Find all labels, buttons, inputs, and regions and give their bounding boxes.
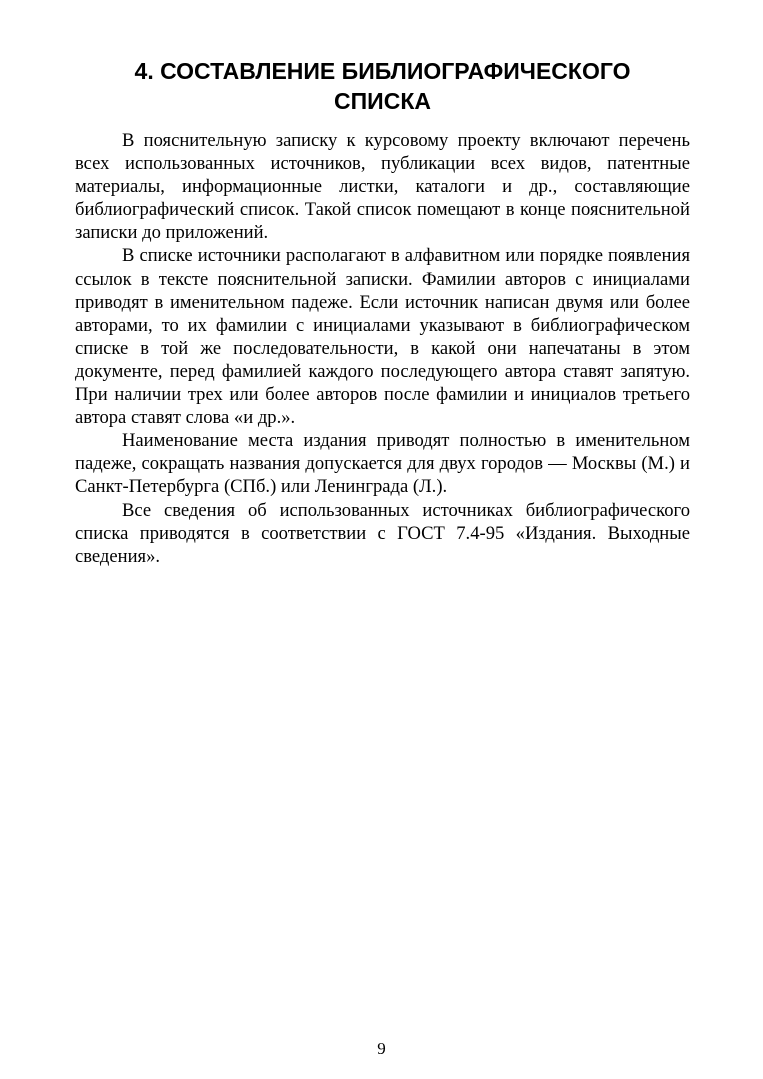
section-heading-line-2: СПИСКА [334,88,431,114]
paragraph-4: Все сведения об использованных источниках библиографического списка приводятся в соответствии с ГОСТ 7.4-95 «Издания. Выходные сведения». [75,499,690,567]
section-heading [76,56,689,116]
paragraph-1: В пояснительную записку к курсовому проекту включают перечень всех использованных источников, публикации всех видов, патентные материалы, информационные листки, каталоги и др., составляющие библиографический список. Такой список помещают в конце пояснительной записки до приложений. [75,130,690,244]
paragraph-2: В списке источники располагают в алфавитном или порядке появления ссылок в тексте пояснительной записки. Фамилии авторов с инициалами приводят в именительном падеже. Если источник написан двумя или более авторами, то их фамилии с инициалами указывают в библиографическом списке в той же последовательности, в какой они напечатаны в этом документе, перед фамилией каждого последующего автора ставят запятую. При наличии трех или более авторов после фамилии и инициалов третьего автора ставят слова «и др.». [75,245,690,429]
section-heading-line-1: 4. СОСТАВЛЕНИЕ БИБЛИОГРАФИЧЕСКОГО [134,58,631,84]
body-text [75,129,690,568]
page-number: 9 [377,1039,386,1058]
paragraph-3: Наименование места издания приводят полностью в именительном падеже, сокращать названия допускается для двух городов — Москвы (М.) и Санкт-Петербурга (СПб.) или Ленинграда (Л.). [75,430,690,498]
